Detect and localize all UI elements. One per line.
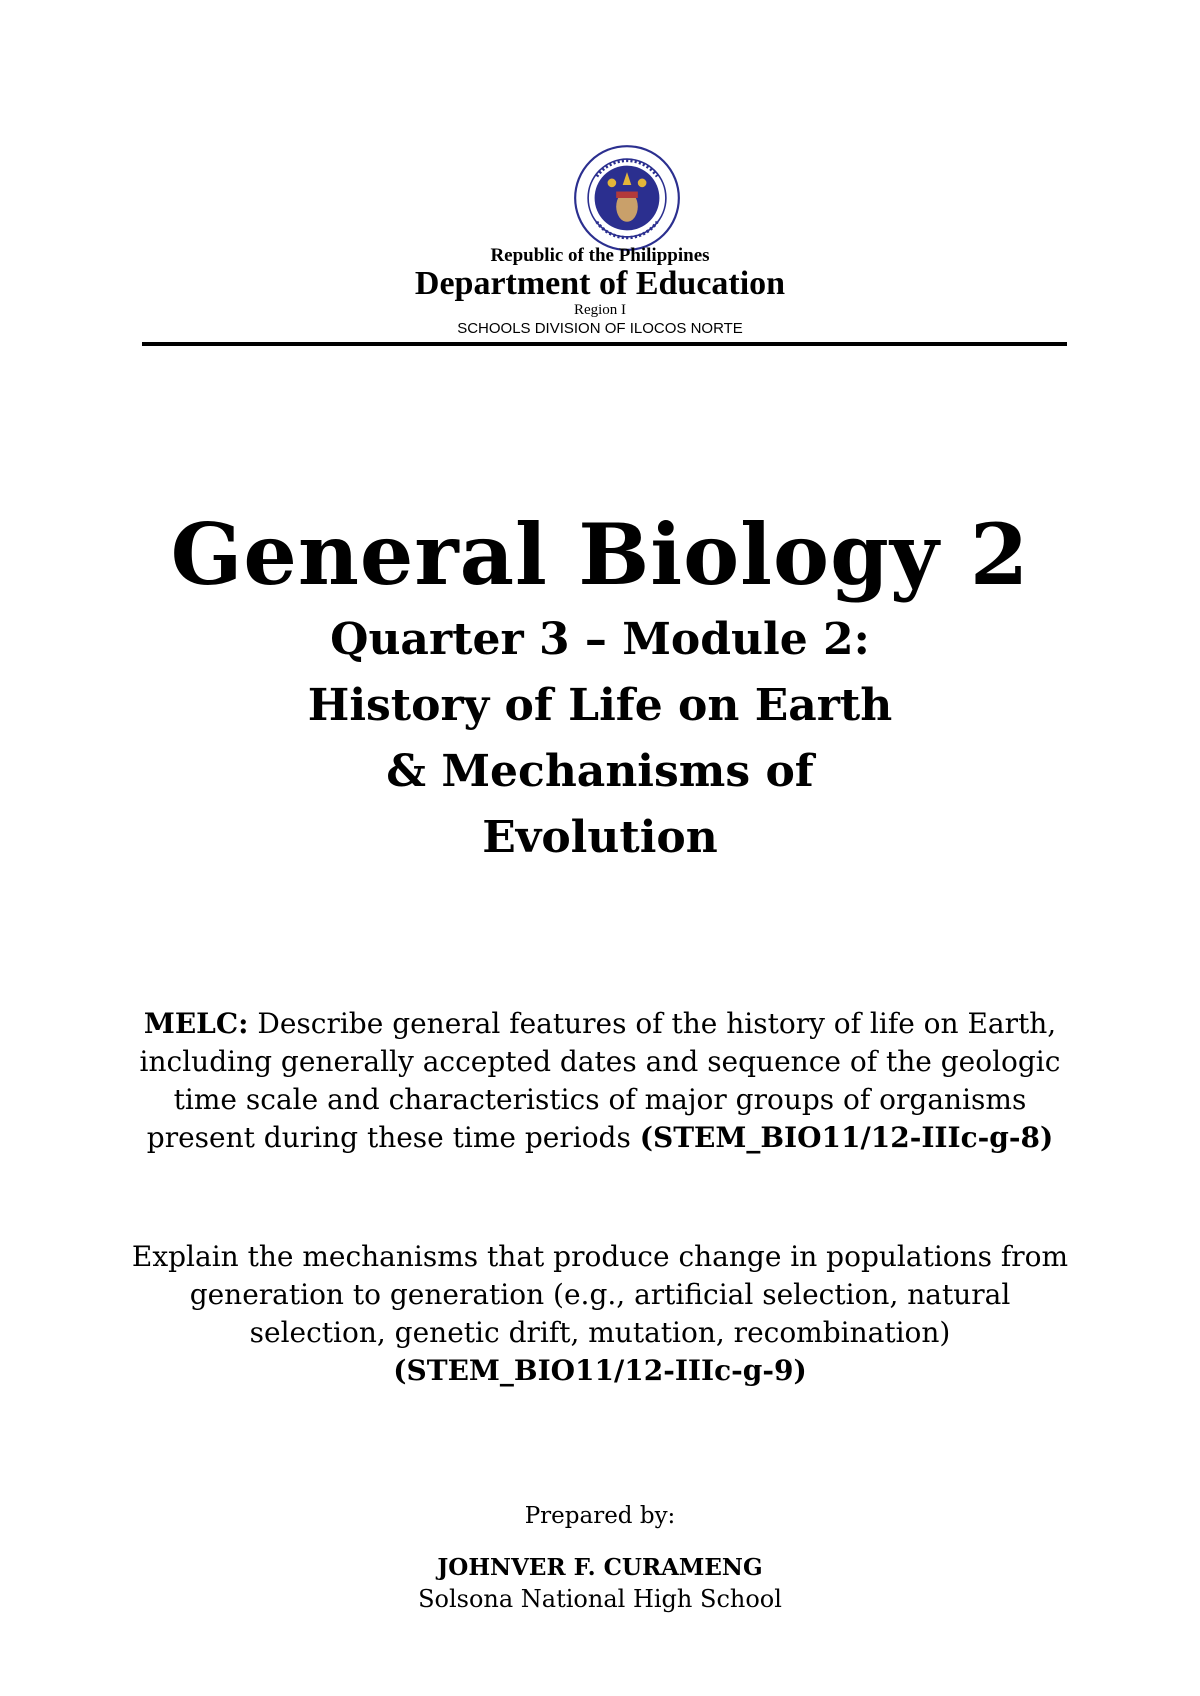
topic-line-1: History of Life on Earth	[307, 680, 893, 731]
republic-label: Republic of the Philippines	[490, 245, 710, 266]
melc-text-2: Explain the mechanisms that produce change in populations from generation to generation (e.g., artificial selection, natural selection, genetic drift, mutation, recombination)	[131, 1240, 1069, 1349]
header-divider	[142, 342, 1067, 346]
topic-line-3: Evolution	[482, 812, 718, 863]
division-label: SCHOOLS DIVISION OF ILOCOS NORTE	[457, 320, 743, 337]
melc-paragraph-2	[120, 1238, 1080, 1390]
deped-seal-icon	[573, 144, 681, 252]
region-label: Region I	[573, 302, 627, 318]
topic-line-2: & Mechanisms of	[386, 746, 814, 797]
melc-label: MELC:	[143, 1007, 249, 1040]
school-name: Solsona National High School	[418, 1585, 782, 1613]
author-name: JOHNVER F. CURAMENG	[437, 1554, 763, 1581]
melc-text-1: Describe general features of the history of life on Earth, including generally accepted dates and sequence of the geologic time scale and characteristics of major groups of organisms present during these time periods	[139, 1007, 1061, 1154]
melc-code-2: (STEM_BIO11/12-IIIc-g-9)	[393, 1354, 807, 1387]
melc-code-1: (STEM_BIO11/12-IIIc-g-8)	[639, 1121, 1054, 1154]
module-subtitle	[0, 607, 1200, 871]
quarter-module-label: Quarter 3 – Module 2:	[330, 614, 870, 665]
subject-title: General Biology 2	[170, 505, 1030, 604]
department-title: Department of Education	[414, 265, 786, 302]
prepared-by-label: Prepared by:	[524, 1503, 676, 1529]
melc-paragraph-1	[120, 1005, 1080, 1157]
